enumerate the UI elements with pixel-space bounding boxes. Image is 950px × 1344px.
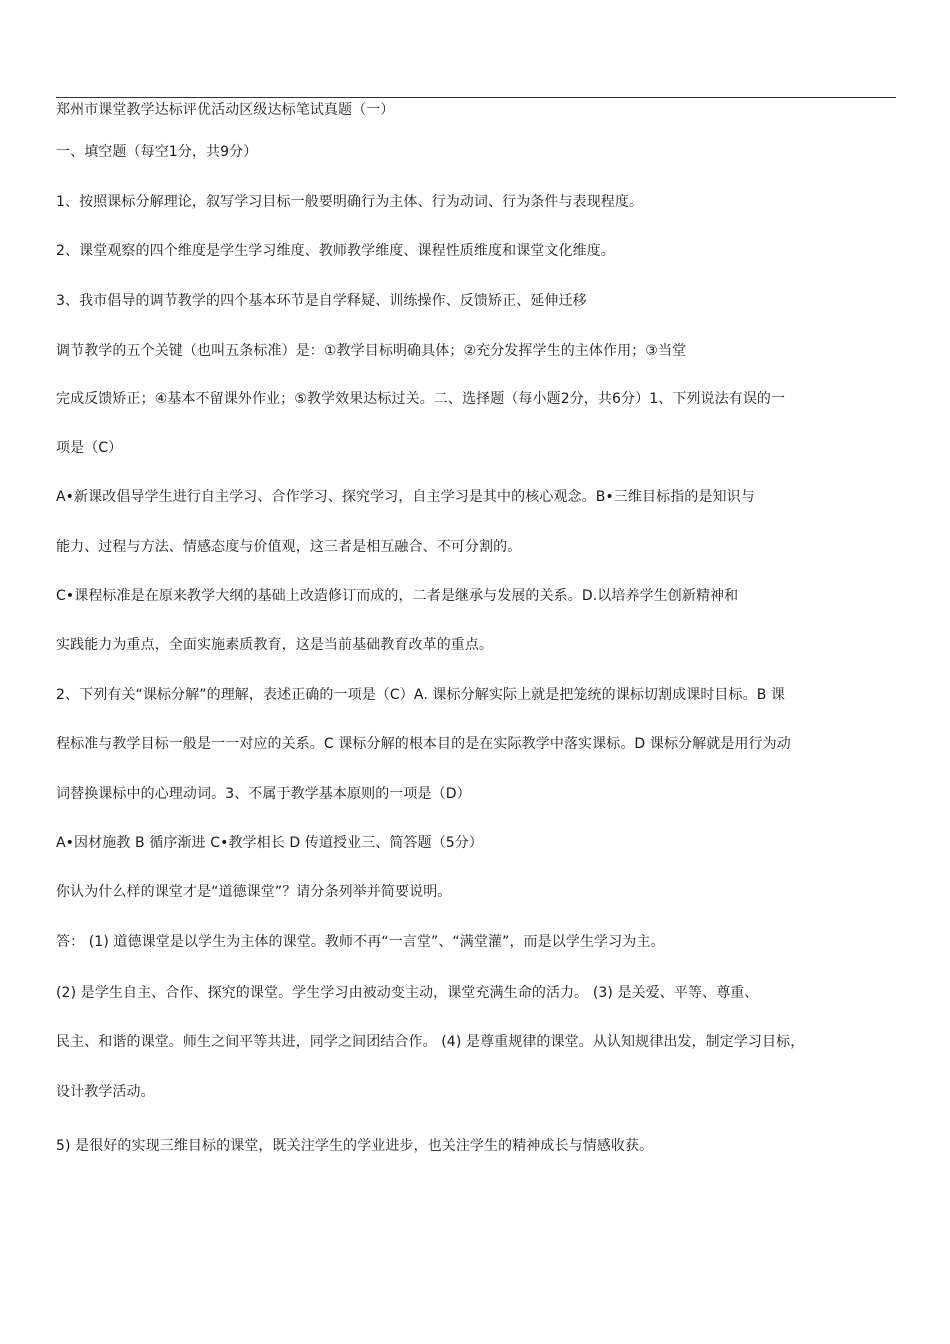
text-line: 项是（C） (56, 440, 123, 456)
answer-line: 5) 是很好的实现三维目标的课堂，既关注学生的学业进步，也关注学生的精神成长与情感收获。 (56, 1138, 654, 1154)
answer-line: 设计教学活动。 (56, 1084, 155, 1100)
text-line: 3、我市倡导的调节教学的四个基本环节是自学释疑、训练操作、反馈矫正、延伸迁移 (56, 293, 587, 309)
text-line: 2、课堂观察的四个维度是学生学习维度、教师教学维度、课程性质维度和课堂文化维度。 (56, 243, 615, 259)
section-fill-blank-heading: 一、填空题（每空1分，共9分） (56, 144, 258, 160)
text-line: 1、按照课标分解理论，叙写学习目标一般要明确行为主体、行为动词、行为条件与表现程度。 (56, 194, 644, 210)
text-line: 2、下列有关“课标分解”的理解，表述正确的一项是（C）A. 课标分解实际上就是把笼统的课标切割成课时目标。B 课 (56, 687, 786, 703)
text-line: C•课程标准是在原来教学大纲的基础上改造修订而成的，二者是继承与发展的关系。D.以培养学生创新精神和 (56, 588, 739, 604)
text-line: 实践能力为重点，全面实施素质教育，这是当前基础教育改革的重点。 (56, 637, 494, 653)
text-line: A•因材施教 B 循序渐进 C•教学相长 D 传道授业三、简答题（5分） (56, 835, 484, 851)
text-line: 能力、过程与方法、情感态度与价值观，这三者是相互融合、不可分割的。 (56, 539, 522, 555)
answer-line: (2) 是学生自主、合作、探究的课堂。学生学习由被动变主动，课堂充满生命的活力。 (3) 是关爱、平等、尊重、 (56, 985, 759, 1001)
text-line: 程标准与教学目标一般是一一对应的关系。C 课标分解的根本目的是在实际教学中落实课标。D 课标分解就是用行为动 (56, 736, 791, 752)
text-line: A•新课改倡导学生进行自主学习、合作学习、探究学习，自主学习是其中的核心观念。B•三维目标指的是知识与 (56, 489, 755, 505)
answer-line: 民主、和谐的课堂。师生之间平等共进，同学之间团结合作。 (4) 是尊重规律的课堂。从认知规律出发，制定学习目标， (56, 1034, 805, 1050)
question-text: 你认为什么样的课堂才是“道德课堂”？请分条列举并简要说明。 (56, 884, 452, 900)
document-title: 郑州市课堂教学达标评优活动区级达标笔试真题（一） (56, 102, 395, 118)
text-line: 完成反馈矫正；④基本不留课外作业；⑤教学效果达标过关。二、选择题（每小题2分，共6分）1、下列说法有误的一 (56, 391, 786, 407)
text-line: 词替换课标中的心理动词。3、不属于教学基本原则的一项是（D） (56, 786, 471, 802)
text-line: 调节教学的五个关键（也叫五条标准）是：①教学目标明确具体；②充分发挥学生的主体作用；③当堂 (56, 343, 687, 359)
header-rule (56, 97, 896, 98)
answer-line: 答： (1) 道德课堂是以学生为主体的课堂。教师不再“一言堂”、“满堂灌”，而是以学生学习为主。 (56, 934, 665, 950)
